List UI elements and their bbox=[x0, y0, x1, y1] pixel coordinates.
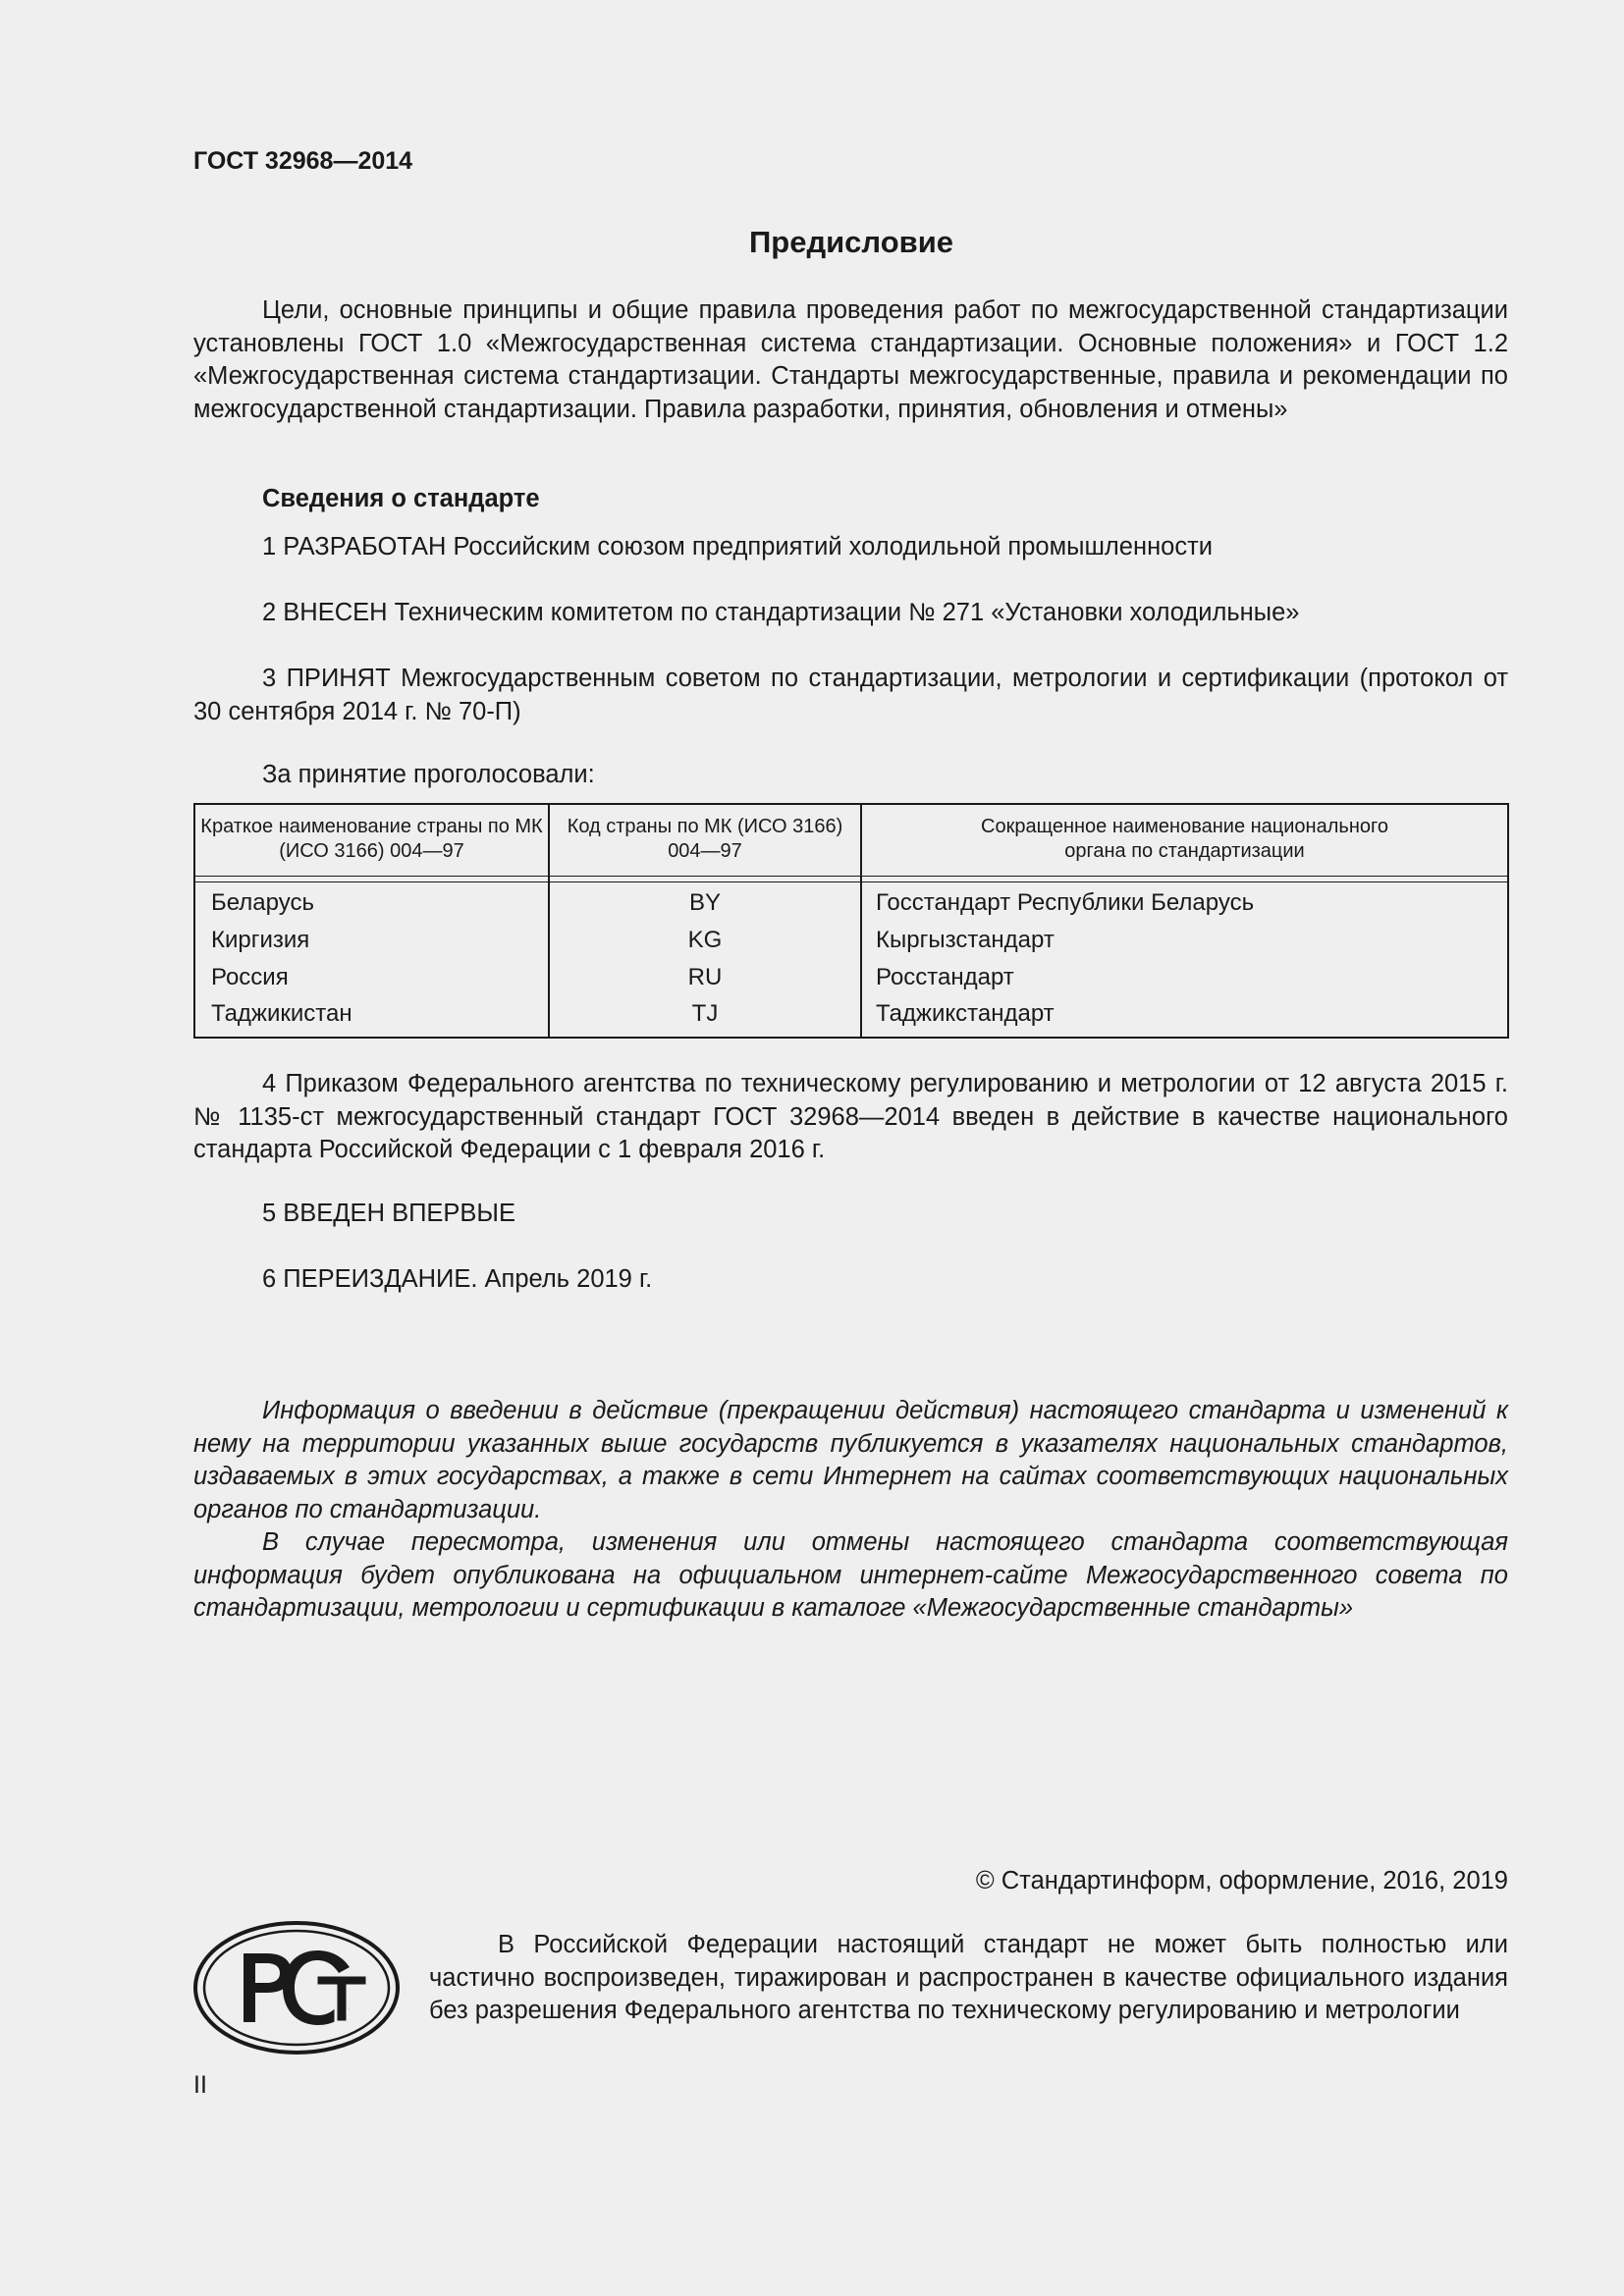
table-cell-authority: Кыргызстандарт bbox=[876, 927, 1055, 953]
table-cell-code: RU bbox=[687, 964, 723, 990]
table-cell-code: KG bbox=[687, 927, 723, 953]
table-cell-authority: Росстандарт bbox=[876, 964, 1014, 990]
voting-countries-table bbox=[193, 803, 1509, 1039]
table-cell-authority: Госстандарт Республики Беларусь bbox=[876, 889, 1255, 916]
table-cell-code: BY bbox=[688, 889, 721, 916]
standard-info-heading: Сведения о стандарте bbox=[262, 485, 540, 512]
table-header-code: Код страны по МК (ИСО 3166) 004—97 bbox=[567, 816, 843, 862]
table-cell-country: Киргизия bbox=[211, 927, 310, 953]
item-adopted: 3 ПРИНЯТ Межгосударственным советом по стандартизации, метрологии и сертификации (протокол от 30 сентября 2014 г. № 70-П) bbox=[193, 665, 1508, 725]
page-title: Предисловие bbox=[748, 225, 953, 259]
table-cell-country: Беларусь bbox=[211, 889, 314, 916]
notice-paragraph: В случае пересмотра, изменения или отмены настоящего стандарта соответствующая информация будет опубликована на официальном интернет-сайте Межгосударственного совета по стандартизации, метрологии и сертификации в каталоге «Межгосударственные стандарты» bbox=[193, 1528, 1508, 1622]
table-header-divider bbox=[195, 876, 1507, 877]
item-submitted: 2 ВНЕСЕН Техническим комитетом по стандартизации № 271 «Установки холодильные» bbox=[262, 599, 1300, 626]
notice-paragraph: Информация о введении в действие (прекращении действия) настоящего стандарта и изменений к нему на территории указанных выше государств публикуется в указателях национальных стандартов, издаваемых в этих государствах, а также в сети Интернет на сайтах соответствующих национальных органов по стандартизации. bbox=[193, 1397, 1508, 1523]
item-developed: 1 РАЗРАБОТАН Российским союзом предприятий холодильной промышленности bbox=[262, 533, 1214, 561]
intro-paragraph: Цели, основные принципы и общие правила проведения работ по межгосударственной стандартизации установлены ГОСТ 1.0 «Межгосударственная система стандартизации. Основные положения» и ГОСТ 1.2 «Межгосударственная система стандартизации. Стандарты межгосударственные, правила и рекомендации по межгосударственной стандартизации. Правила разработки, принятия, обновления и отмены» bbox=[193, 296, 1508, 423]
legal-notice: В Российской Федерации настоящий стандарт не может быть полностью или частично воспроизведен, тиражирован и распространен в качестве официального издания без разрешения Федерального агентства по техническому регулированию и метрологии bbox=[429, 1931, 1508, 2024]
copyright-line: © Стандартинформ, оформление, 2016, 2019 bbox=[975, 1867, 1508, 1895]
table-cell-authority: Таджикстандарт bbox=[876, 1000, 1055, 1027]
table-cell-country: Таджикистан bbox=[211, 1000, 352, 1027]
table-header-authority: Сокращенное наименование национального органа по стандартизации bbox=[981, 816, 1388, 862]
item-first-introduced: 5 ВВЕДЕН ВПЕРВЫЕ bbox=[262, 1200, 516, 1227]
item-enacted: 4 Приказом Федерального агентства по техническому регулированию и метрологии от 12 августа 2015 г. № 1135-ст межгосударственный стандарт ГОСТ 32968—2014 введен в действие в качестве национального стандарта Российской Федерации с 1 февраля 2016 г. bbox=[193, 1070, 1508, 1163]
item-reissue: 6 ПЕРЕИЗДАНИЕ. Апрель 2019 г. bbox=[262, 1265, 653, 1293]
page-number: II bbox=[193, 2071, 207, 2099]
table-header-divider bbox=[195, 881, 1507, 882]
rst-certification-mark-icon bbox=[192, 1920, 401, 2056]
table-cell-code: TJ bbox=[691, 1000, 719, 1027]
table-header-country: Краткое наименование страны по МК (ИСО 3166) 004—97 bbox=[200, 816, 543, 862]
voted-label: За принятие проголосовали: bbox=[262, 761, 595, 788]
document-code: ГОСТ 32968—2014 bbox=[193, 147, 413, 175]
table-cell-country: Россия bbox=[211, 964, 289, 990]
